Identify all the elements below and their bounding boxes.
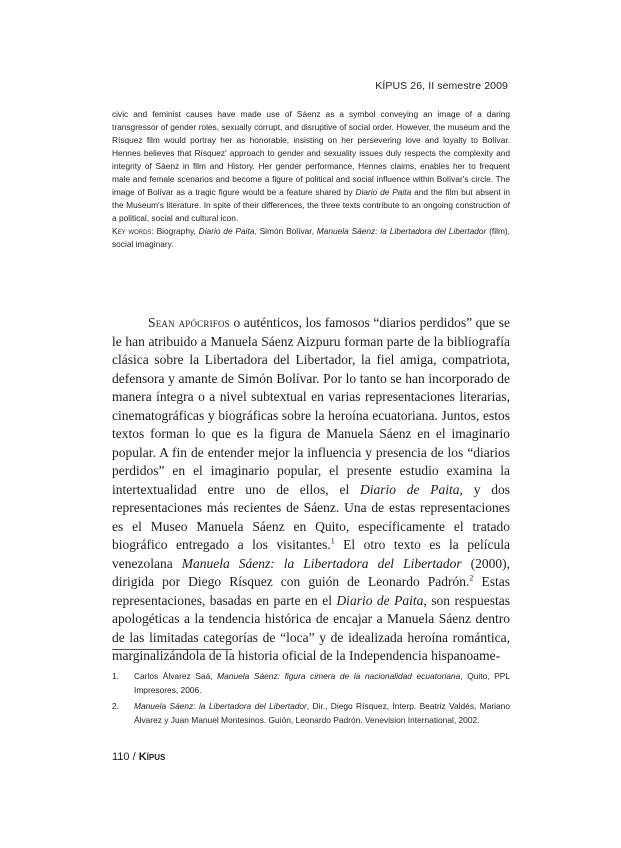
abstract xyxy=(112,108,510,251)
footnote-number: 2. xyxy=(112,701,119,711)
keywords-label: Key words: xyxy=(112,226,154,236)
keyword-diario: Diario de Paita xyxy=(198,226,255,236)
keywords-text: , Simón Bolívar, xyxy=(254,226,317,236)
abstract-paragraph xyxy=(112,108,510,225)
keywords-text: (film), social imaginary. xyxy=(112,226,510,249)
keywords xyxy=(112,225,510,251)
page-number: 110 / xyxy=(112,751,136,763)
running-head: KÍPUS 26, II semestre 2009 xyxy=(375,80,508,92)
title-diario: Diario de Paita xyxy=(359,481,460,497)
body-paragraph xyxy=(112,314,510,666)
footnote-item xyxy=(112,700,510,727)
footnote-divider xyxy=(112,649,232,650)
body-run: , y dos representaciones más recientes de Sáenz. Una de estas representaciones es el Museo Manuela Sáenz en Quito, específicamente el tratado biográfico entregado a los visitantes. xyxy=(112,481,510,552)
body-run: , son respuestas apologéticas a la tendencia histórica de encajar a Manuela Sáenz dentro de las limitadas categorías de “loca” y de idealizada heroína romántica, marginalizándola de la historia oficial de la Independencia hispanoame- xyxy=(112,592,510,663)
abstract-title-diario: Diario de Paita xyxy=(355,187,412,197)
footnote-number: 1. xyxy=(112,671,119,681)
abstract-text: and the film but absent in the Museum's literature. In spite of their differences, the three texts contribute to an ongoing construction of a political, social and cultural icon. xyxy=(112,187,510,223)
body-run: El otro texto es la película venezolana xyxy=(112,537,510,571)
page-folio xyxy=(112,751,165,763)
body-run: (2000), dirigida por Diego Rísquez con guión de Leonardo Padrón. xyxy=(112,555,510,589)
keywords-text: Biography, xyxy=(153,226,199,236)
lead-in: Sean apócrifos xyxy=(148,315,230,330)
footnote-title: Manuela Sáenz: figura cimera de la nacionalidad ecuatoriana xyxy=(217,671,461,681)
title-diario: Diario de Paita xyxy=(336,592,424,608)
journal-name: Kípus xyxy=(138,751,166,763)
body-run: o auténticos, los famosos “diarios perdidos” que se le han atribuido a Manuela Sáenz Aizpuru forman parte de la bibliografía clásica sobre la Libertadora del Libertador, la fiel amiga, compatriota, defensora y amante de Simón Bolívar. Por lo tanto se han incorporado de manera íntegra o a nivel subtextual en varias representaciones literarias, cinematográficas y biográficas sobre la heroína ecuatoriana. Juntos, estos textos forman lo que es la figura de Manuela Sáenz en el imaginario popular. A fin de entender mejor la influencia y presencia de los “diarios perdidos” en el imaginario popular, el presente estudio examina la intertextualidad entre uno de ellos, el xyxy=(112,315,510,497)
footnote-text xyxy=(134,670,510,697)
footnote-run: , Quito, PPL Impresores, 2006. xyxy=(134,671,511,695)
body-text xyxy=(112,314,510,666)
footnotes xyxy=(112,670,510,730)
abstract-text: civic and feminist causes have made use of Sáenz as a symbol conveying an image of a daring transgressor of gender roles, sexually corrupt, and disruptive of social order. However, the museum and the Rísquez film would portray her as honorable, insisting on her persevering love and loyalty to Bolívar. Hennes believes that Rísquez' approach to gender and sexuality issues duly respects the complexity and integrity of Sáenz in film and History. Her gender performance, Hennes claims, enables her to frequent male and female scenarios and become a figure of political and social influence within Bolívar's circle. The image of Bolívar as a tragic figure would be a feature shared by xyxy=(112,109,510,197)
footnote-ref-2[interactable]: 2 xyxy=(469,573,474,583)
footnote-ref-1[interactable]: 1 xyxy=(330,536,335,546)
footnote-text xyxy=(134,700,510,727)
title-film: Manuela Sáenz: la Libertadora del Libertador xyxy=(181,555,462,571)
footnote-item xyxy=(112,670,510,697)
footnote-title: Manuela Sáenz: la Libertadora del Libertador xyxy=(134,701,307,711)
footnote-run: , Dir., Diego Rísquez, Interp. Beatriz Valdés, Mariano Álvarez y Juan Manuel Montesinos. Guión, Leonardo Padrón. Venevision International, 2002. xyxy=(134,701,510,725)
keyword-film-title: Manuela Sáenz: la Libertadora del Libertador xyxy=(316,226,487,236)
footnote-run: Carlos Álvarez Saá, xyxy=(134,671,218,681)
body-run: Estas representaciones, basadas en parte en el xyxy=(112,574,510,608)
